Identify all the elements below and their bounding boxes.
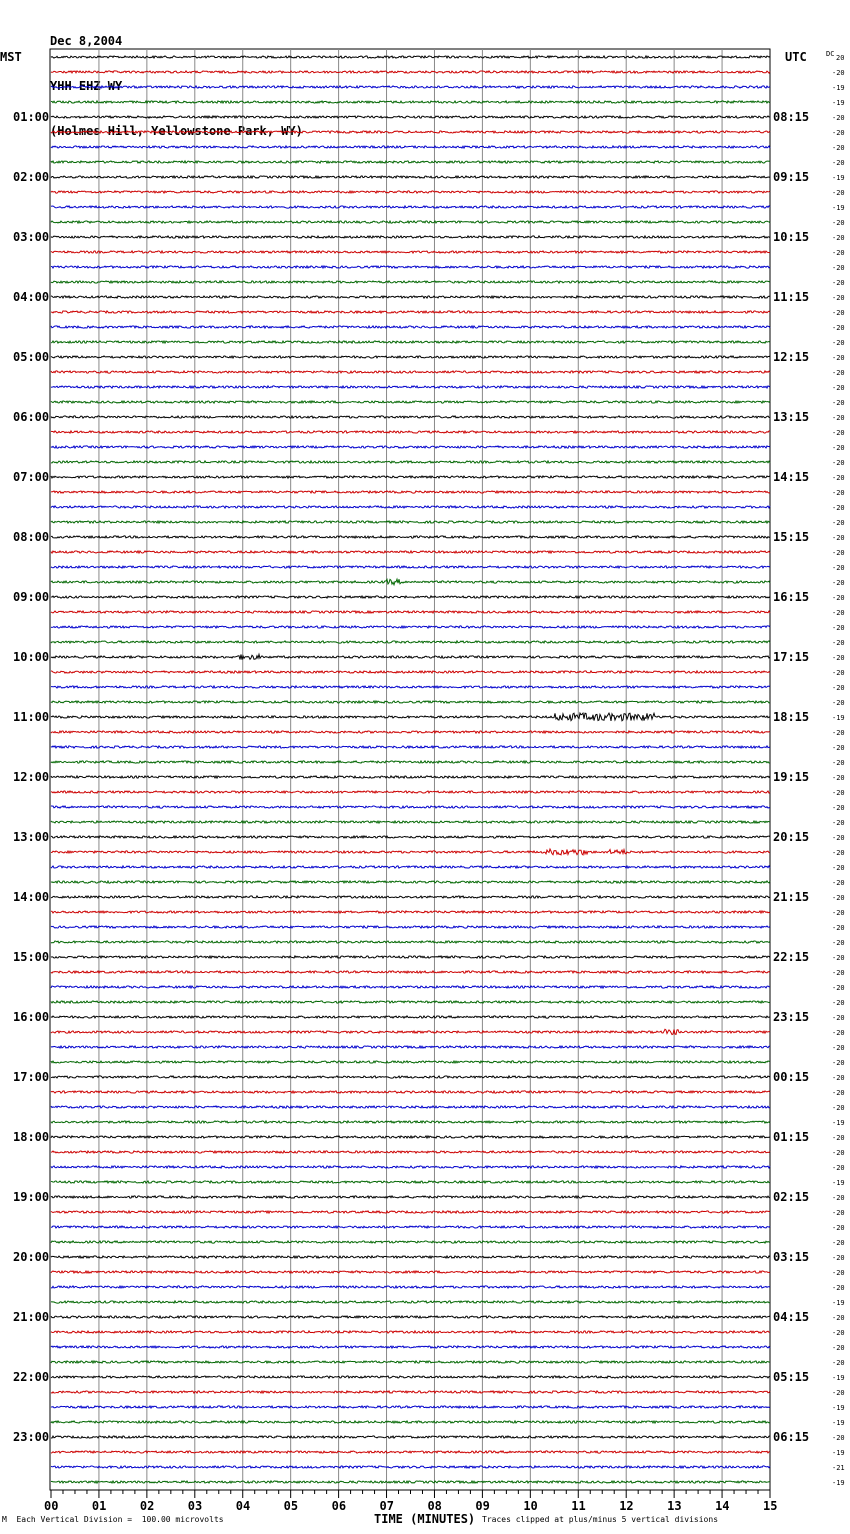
trace-row [51, 1196, 770, 1198]
dc-offset-label: -20 [832, 1014, 845, 1022]
trace-row [51, 71, 770, 73]
dc-offset-label: -21 [832, 1464, 845, 1472]
trace-row [51, 446, 770, 448]
trace-row [51, 206, 770, 208]
trace-row [51, 1136, 770, 1138]
trace-row [51, 611, 770, 613]
x-tick-label: 08 [427, 1499, 442, 1513]
mst-zone-label: MST [0, 50, 22, 64]
dc-offset-label: -19 [832, 1119, 845, 1127]
mst-hour-label: 16:00 [13, 1010, 50, 1024]
dc-offset-label: 20 [836, 54, 845, 62]
dc-offset-label: -20 [832, 399, 845, 407]
dc-offset-label: -20 [832, 339, 845, 347]
trace-row [51, 551, 770, 553]
trace-row [51, 849, 770, 855]
trace-row [51, 956, 770, 958]
dc-offset-label: -19 [832, 174, 845, 182]
utc-hour-label: 02:15 [773, 1190, 810, 1204]
trace-row [51, 461, 770, 463]
dc-offset-label: -20 [832, 1284, 845, 1292]
dc-offset-label: -20 [832, 684, 845, 692]
trace-row [51, 596, 770, 598]
dc-offset-label: -20 [832, 189, 845, 197]
mst-hour-label: 04:00 [13, 290, 50, 304]
utc-hour-label: 14:15 [773, 470, 810, 484]
x-tick-label: 00 [44, 1499, 59, 1513]
trace-row [51, 1271, 770, 1273]
header-station: YHH EHZ WY [50, 79, 123, 93]
trace-row [51, 971, 770, 973]
footer-clip-note: Traces clipped at plus/minus 5 vertical divisions [482, 1515, 719, 1524]
dc-offset-label: -20 [832, 1269, 845, 1277]
x-tick-label: 02 [139, 1499, 155, 1513]
trace-row [51, 266, 770, 268]
trace-row [51, 296, 770, 298]
trace-row [51, 1301, 770, 1303]
trace-row [51, 761, 770, 763]
dc-offset-label: -20 [832, 534, 845, 542]
trace-row [51, 654, 770, 659]
dc-offset-label: -20 [832, 1059, 845, 1067]
trace-row [51, 386, 770, 388]
trace-row [51, 1016, 770, 1018]
trace-row [51, 116, 770, 118]
dc-offset-label: -19 [832, 1374, 845, 1382]
dc-offset-label: -19 [832, 1179, 845, 1187]
dc-offset-label: -20 [832, 1029, 845, 1037]
trace-row [51, 1406, 770, 1408]
dc-offset-label: -20 [832, 834, 845, 842]
trace-row [51, 236, 770, 238]
trace-row [51, 1376, 770, 1378]
dc-offset-label: -20 [832, 1044, 845, 1052]
dc-offset-label: -20 [832, 909, 845, 917]
trace-row [51, 1046, 770, 1048]
utc-hour-label: 15:15 [773, 530, 810, 544]
x-tick-label: 01 [91, 1499, 107, 1513]
dc-offset-label: -20 [832, 1104, 845, 1112]
x-tick-label: 15 [763, 1499, 778, 1513]
utc-hour-label: 16:15 [773, 590, 810, 604]
mst-hour-labels [13, 110, 49, 1444]
dc-offset-label: -19 [832, 1419, 845, 1427]
dc-offset-label: -20 [832, 309, 845, 317]
trace-row [51, 1076, 770, 1078]
dc-offset-label: -20 [832, 579, 845, 587]
trace-row [51, 341, 770, 343]
mst-hour-label: 17:00 [13, 1070, 50, 1084]
dc-offset-label: -20 [832, 1344, 845, 1352]
trace-row [51, 1226, 770, 1228]
dc-offset-label: -20 [832, 114, 845, 122]
trace-row [51, 56, 770, 58]
mst-hour-label: 02:00 [13, 170, 50, 184]
dc-offset-label: -20 [832, 279, 845, 287]
dc-offset-label: -20 [832, 459, 845, 467]
trace-row [51, 1346, 770, 1348]
trace-row [51, 131, 770, 133]
dc-offset-label: -20 [832, 969, 845, 977]
dc-offset-label: -20 [832, 789, 845, 797]
dc-offset-label: -20 [832, 939, 845, 947]
dc-offset-label: -20 [832, 324, 845, 332]
trace-row [51, 731, 770, 733]
trace-row [51, 1286, 770, 1288]
trace-row [51, 686, 770, 688]
dc-offset-label: -19 [832, 204, 845, 212]
trace-row [51, 911, 770, 913]
dc-offset-label: -20 [832, 549, 845, 557]
dc-offset-label: -20 [832, 819, 845, 827]
dc-offset-label: -20 [832, 774, 845, 782]
trace-row [51, 1316, 770, 1318]
trace-row [51, 566, 770, 568]
trace-row [51, 1436, 770, 1438]
trace-row [51, 101, 770, 103]
trace-row [51, 791, 770, 793]
utc-hour-label: 13:15 [773, 410, 810, 424]
dc-offset-label: -20 [832, 219, 845, 227]
trace-row [51, 1241, 770, 1243]
dc-offset-label: -19 [832, 714, 845, 722]
dc-offset-labels [832, 54, 845, 1487]
trace-row [51, 146, 770, 148]
mst-hour-label: 14:00 [13, 890, 50, 904]
trace-row [51, 881, 770, 883]
x-tick-label: 10 [523, 1499, 538, 1513]
trace-row [51, 401, 770, 403]
dc-offset-label: -20 [832, 804, 845, 812]
dc-offset-label: -20 [832, 1089, 845, 1097]
utc-hour-label: 21:15 [773, 890, 810, 904]
x-axis [44, 1490, 777, 1513]
dc-offset-label: -20 [832, 699, 845, 707]
trace-row [51, 221, 770, 223]
dc-offset-label: -19 [832, 1404, 845, 1412]
x-tick-label: 06 [331, 1499, 347, 1513]
dc-offset-label: -20 [832, 369, 845, 377]
trace-row [51, 536, 770, 538]
dc-offset-label: -20 [832, 69, 845, 77]
dc-offset-label: -20 [832, 489, 845, 497]
utc-hour-label: 06:15 [773, 1430, 810, 1444]
utc-hour-labels [773, 110, 809, 1444]
trace-row [51, 431, 770, 433]
utc-hour-label: 19:15 [773, 770, 810, 784]
trace-row [51, 746, 770, 748]
mst-hour-label: 10:00 [13, 650, 50, 664]
trace-row [51, 1421, 770, 1423]
dc-label: DC [826, 50, 835, 58]
utc-hour-label: 03:15 [773, 1250, 810, 1264]
dc-offset-label: -20 [832, 159, 845, 167]
mst-hour-label: 13:00 [13, 830, 50, 844]
x-tick-label: 04 [235, 1499, 251, 1513]
x-tick-label: 14 [715, 1499, 730, 1513]
trace-row [51, 161, 770, 163]
dc-offset-label: -20 [832, 1254, 845, 1262]
trace-row [51, 1061, 770, 1063]
dc-offset-label: -20 [832, 894, 845, 902]
dc-offset-label: -20 [832, 1149, 845, 1157]
x-tick-label: 05 [283, 1499, 299, 1513]
utc-hour-label: 08:15 [773, 110, 810, 124]
utc-hour-label: 09:15 [773, 170, 810, 184]
dc-offset-label: -20 [832, 1134, 845, 1142]
trace-row [51, 1166, 770, 1168]
trace-row [51, 1211, 770, 1213]
dc-offset-label: -20 [832, 1074, 845, 1082]
trace-row [51, 896, 770, 898]
x-tick-label: 12 [619, 1499, 634, 1513]
dc-offset-label: -20 [832, 924, 845, 932]
mst-hour-label: 03:00 [13, 230, 50, 244]
trace-row [51, 326, 770, 328]
trace-row [51, 1466, 770, 1468]
dc-offset-label: -20 [832, 1389, 845, 1397]
x-axis-title: TIME (MINUTES) [374, 1512, 476, 1526]
dc-offset-label: -20 [832, 474, 845, 482]
header-date: Dec 8,2004 [50, 34, 123, 48]
footer-scale-note: Each Vertical Division = 100.00 microvolts [16, 1515, 224, 1524]
trace-row [51, 1391, 770, 1393]
utc-hour-label: 00:15 [773, 1070, 810, 1084]
mst-hour-label: 18:00 [13, 1130, 50, 1144]
mst-hour-label: 06:00 [13, 410, 50, 424]
dc-offset-label: -20 [832, 249, 845, 257]
trace-row [51, 416, 770, 418]
trace-row [51, 713, 770, 721]
trace-row [51, 836, 770, 838]
trace-row [51, 776, 770, 778]
x-tick-label: 13 [667, 1499, 682, 1513]
mst-hour-label: 20:00 [13, 1250, 50, 1264]
utc-hour-label: 11:15 [773, 290, 810, 304]
dc-offset-label: -20 [832, 384, 845, 392]
utc-hour-label: 18:15 [773, 710, 810, 724]
trace-row [51, 1121, 770, 1123]
trace-row [51, 491, 770, 493]
dc-offset-label: -20 [832, 864, 845, 872]
x-tick-label: 03 [187, 1499, 203, 1513]
dc-offset-label: -20 [832, 984, 845, 992]
trace-row [51, 251, 770, 253]
dc-offset-label: -20 [832, 849, 845, 857]
dc-offset-label: -20 [832, 519, 845, 527]
dc-offset-label: -20 [832, 129, 845, 137]
trace-row [51, 1481, 770, 1483]
dc-offset-label: -20 [832, 954, 845, 962]
dc-offset-label: -19 [832, 1449, 845, 1457]
trace-row [51, 1331, 770, 1333]
trace-row [51, 986, 770, 988]
utc-hour-label: 23:15 [773, 1010, 810, 1024]
utc-hour-label: 22:15 [773, 950, 810, 964]
trace-row [51, 926, 770, 928]
dc-offset-label: -20 [832, 744, 845, 752]
dc-offset-label: -20 [832, 1164, 845, 1172]
dc-offset-label: -20 [832, 609, 845, 617]
dc-offset-label: -20 [832, 264, 845, 272]
dc-offset-label: -20 [832, 1329, 845, 1337]
dc-offset-label: -20 [832, 504, 845, 512]
utc-hour-label: 17:15 [773, 650, 810, 664]
dc-offset-label: -20 [832, 639, 845, 647]
dc-offset-label: -19 [832, 84, 845, 92]
dc-offset-label: -20 [832, 669, 845, 677]
trace-row [51, 521, 770, 523]
header-location: (Holmes Hill, Yellowstone Park, WY) [50, 124, 303, 138]
trace-row [51, 1451, 770, 1453]
x-tick-label: 07 [379, 1499, 394, 1513]
footer-scale [2, 1515, 224, 1524]
trace-row [51, 1029, 770, 1034]
dc-offset-label: -20 [832, 1359, 845, 1367]
trace-row [51, 86, 770, 88]
trace-group [51, 56, 770, 1483]
utc-zone-label: UTC [785, 50, 807, 64]
mst-hour-label: 07:00 [13, 470, 50, 484]
trace-row [51, 941, 770, 943]
dc-offset-label: -19 [832, 1299, 845, 1307]
dc-offset-label: -20 [832, 1224, 845, 1232]
trace-row [51, 1256, 770, 1258]
trace-row [51, 866, 770, 868]
dc-offset-label: -20 [832, 999, 845, 1007]
trace-row [51, 506, 770, 508]
trace-row [51, 1151, 770, 1153]
dc-offset-label: -20 [832, 1194, 845, 1202]
dc-offset-label: -20 [832, 729, 845, 737]
utc-hour-label: 01:15 [773, 1130, 810, 1144]
mst-hour-label: 11:00 [13, 710, 50, 724]
mst-hour-label: 19:00 [13, 1190, 50, 1204]
dc-offset-label: -20 [832, 1434, 845, 1442]
dc-offset-label: -20 [832, 1209, 845, 1217]
trace-row [51, 641, 770, 643]
mst-hour-label: 15:00 [13, 950, 50, 964]
mst-hour-label: 09:00 [13, 590, 50, 604]
utc-hour-label: 20:15 [773, 830, 810, 844]
dc-offset-label: -20 [832, 759, 845, 767]
dc-offset-label: -20 [832, 234, 845, 242]
dc-offset-label: -20 [832, 654, 845, 662]
dc-offset-label: -20 [832, 354, 845, 362]
trace-row [51, 1091, 770, 1093]
dc-offset-label: -20 [832, 144, 845, 152]
trace-row [51, 1181, 770, 1183]
trace-row [51, 1361, 770, 1363]
trace-row [51, 476, 770, 478]
trace-row [51, 626, 770, 628]
trace-row [51, 281, 770, 283]
trace-row [51, 1106, 770, 1108]
utc-hour-label: 12:15 [773, 350, 810, 364]
dc-offset-label: -20 [832, 444, 845, 452]
dc-offset-label: -20 [832, 879, 845, 887]
trace-row [51, 311, 770, 313]
trace-row [51, 579, 770, 585]
dc-offset-label: -20 [832, 1239, 845, 1247]
chart-grid [50, 49, 770, 1490]
utc-hour-label: 10:15 [773, 230, 810, 244]
mst-hour-label: 23:00 [13, 1430, 50, 1444]
mst-hour-label: 08:00 [13, 530, 50, 544]
mst-hour-label: 12:00 [13, 770, 50, 784]
dc-offset-label: -19 [832, 1479, 845, 1487]
footer-mark: M [2, 1515, 7, 1524]
trace-row [51, 671, 770, 673]
trace-row [51, 176, 770, 178]
mst-hour-label: 21:00 [13, 1310, 50, 1324]
trace-row [51, 701, 770, 703]
plot-frame [50, 49, 770, 1490]
trace-row [51, 806, 770, 808]
dc-offset-label: -20 [832, 594, 845, 602]
trace-row [51, 356, 770, 358]
trace-row [51, 821, 770, 823]
utc-hour-label: 04:15 [773, 1310, 810, 1324]
dc-offset-label: -20 [832, 1314, 845, 1322]
utc-hour-label: 05:15 [773, 1370, 810, 1384]
dc-offset-label: -20 [832, 564, 845, 572]
mst-hour-label: 05:00 [13, 350, 50, 364]
dc-offset-label: -19 [832, 99, 845, 107]
x-tick-label: 09 [475, 1499, 490, 1513]
dc-offset-label: -20 [832, 294, 845, 302]
dc-offset-label: -20 [832, 624, 845, 632]
x-tick-label: 11 [571, 1499, 586, 1513]
mst-hour-label: 22:00 [13, 1370, 50, 1384]
mst-hour-label: 01:00 [13, 110, 50, 124]
dc-offset-label: -20 [832, 414, 845, 422]
trace-row [51, 371, 770, 373]
dc-offset-label: -20 [832, 429, 845, 437]
trace-row [51, 1001, 770, 1003]
trace-row [51, 191, 770, 193]
